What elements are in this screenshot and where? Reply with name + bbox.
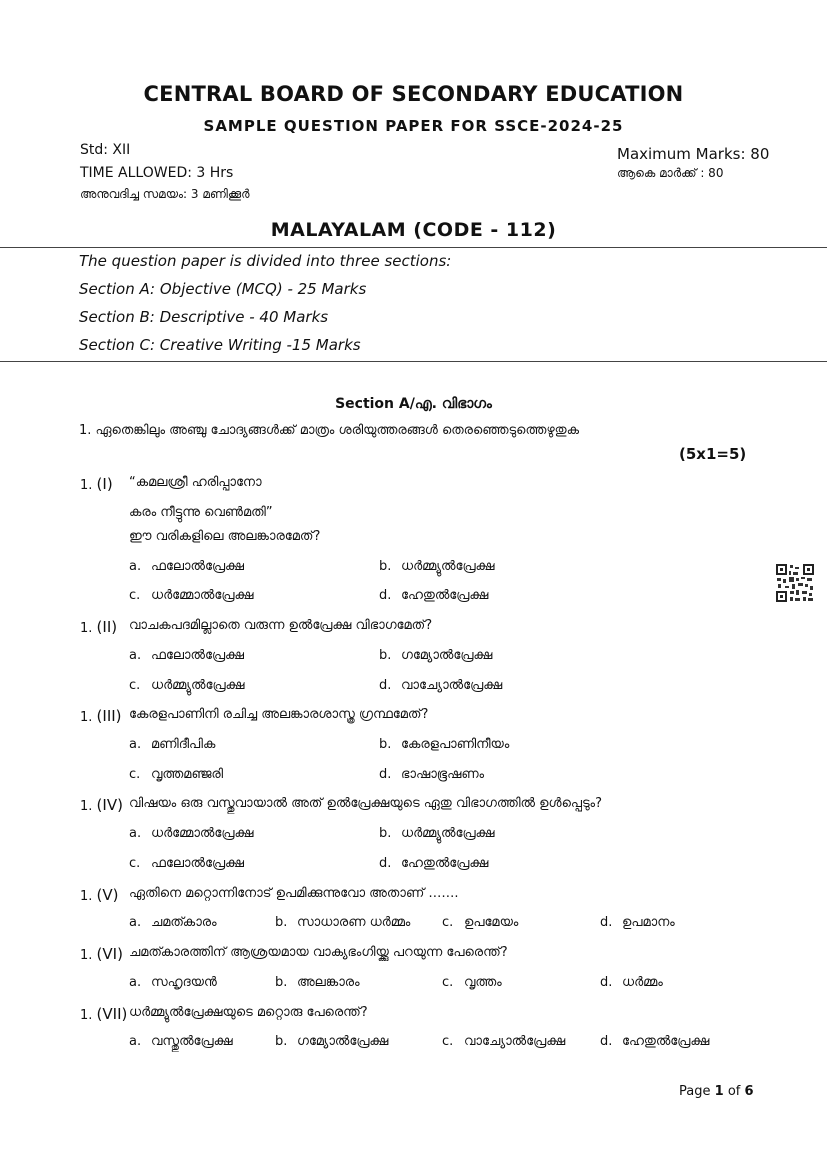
question-line: കരം നീട്ടുന്നു വെൺമതി” <box>129 505 273 520</box>
question-line: വിഷയം ഒരു വസ്തുവായാൽ അത് ഉൽപ്രേക്ഷയുടെ ഏതു വിഭാഗത്തിൽ ഉൾപ്പെടും? <box>129 796 602 811</box>
option-d[interactable]: d. ഹേതുൽപ്രേക്ഷ <box>379 588 489 603</box>
option-c[interactable]: c. വാച്യോൽപ്രേക്ഷ <box>442 1034 566 1049</box>
option-d[interactable]: d. ധർമ്മം <box>600 975 663 990</box>
option-c[interactable]: c. ധർമ്മോൽപ്രേക്ഷ <box>129 588 254 603</box>
option-c[interactable]: c. ധർമ്മ്യുൽപ്രേക്ഷ <box>129 678 245 693</box>
question-number: 1. (IV) <box>80 796 123 814</box>
option-d[interactable]: d. ഭാഷാഭൂഷണം <box>379 767 485 782</box>
section-marks: (5x1=5) <box>679 445 747 463</box>
question-line: കേരളപാണിനി രചിച്ച അലങ്കാരശാസ്ത്ര ഗ്രന്ഥമേത്? <box>129 707 429 722</box>
paper-subtitle: SAMPLE QUESTION PAPER FOR SSCE-2024-25 <box>203 117 624 135</box>
question-line: “കമലശ്രീ ഹരിപ്പാനോ <box>129 475 262 490</box>
intro-line: The question paper is divided into three sections: <box>79 252 452 270</box>
option-b[interactable]: b. ധർമ്മ്യുൽപ്രേക്ഷ <box>379 559 495 574</box>
divider-bottom <box>0 361 827 362</box>
option-b[interactable]: b. സാധാരണ ധർമ്മം <box>275 915 411 930</box>
option-b[interactable]: b. അലങ്കാരം <box>275 975 360 990</box>
option-a[interactable]: a. മണിദീപിക <box>129 737 216 752</box>
option-d[interactable]: d. ഹേതുൽപ്രേക്ഷ <box>600 1034 710 1049</box>
option-b[interactable]: b. ധർമ്മ്യുൽപ്രേക്ഷ <box>379 826 495 841</box>
option-b[interactable]: b. കേരളപാണിനീയം <box>379 737 510 752</box>
time-allowed-ml: അനുവദിച്ച സമയം: 3 മണിക്കൂർ <box>80 187 250 201</box>
option-c[interactable]: c. വൃത്തമഞ്ജരി <box>129 767 224 782</box>
intro-line: Section B: Descriptive - 40 Marks <box>79 308 329 326</box>
subject-title: MALAYALAM (CODE - 112) <box>270 219 557 241</box>
std-label: Std: XII <box>80 142 131 158</box>
question-line: ധർമ്മ്യുൽപ്രേക്ഷയുടെ മറ്റൊരു പേരെന്ത്? <box>129 1005 368 1020</box>
option-c[interactable]: c. വൃത്തം <box>442 975 502 990</box>
option-a[interactable]: a. ധർമ്മോൽപ്രേക്ഷ <box>129 826 254 841</box>
option-d[interactable]: d. ഉപമാനം <box>600 915 675 930</box>
question-number: 1. (VI) <box>80 945 123 963</box>
question-line: ഈ വരികളിലെ അലങ്കാരമേത്? <box>129 529 321 544</box>
option-a[interactable]: a. ഫലോൽപ്രേക്ഷ <box>129 559 245 574</box>
max-marks-ml: ആകെ മാർക്ക് : 80 <box>617 166 724 180</box>
question-number: 1. (V) <box>80 886 119 904</box>
question-number: 1. (VII) <box>80 1005 128 1023</box>
question-number: 1. (II) <box>80 618 118 636</box>
option-c[interactable]: c. ഫലോൽപ്രേക്ഷ <box>129 856 245 871</box>
option-a[interactable]: a. സഹൃദയൻ <box>129 975 217 990</box>
question-line: ചമത്കാരത്തിന് ആശ്രയമായ വാക്യഭംഗിയ്ക്കു പറയുന്ന പേരെന്ത്? <box>129 945 508 960</box>
question-line: ഏതിനെ മറ്റൊന്നിനോട് ഉപമിക്കുന്നുവോ അതാണ് ……. <box>129 886 459 901</box>
option-b[interactable]: b. ഗമ്യോൽപ്രേക്ഷ <box>275 1034 389 1049</box>
option-b[interactable]: b. ഗമ്യോൽപ്രേക്ഷ <box>379 648 493 663</box>
divider-top <box>0 247 827 248</box>
section-instruction: 1. ഏതെങ്കിലും അഞ്ചു ചോദ്യങ്ങൾക്ക് മാത്രം ശരിയുത്തരങ്ങൾ തെരഞ്ഞെടുത്തെഴുതുക <box>79 423 580 438</box>
option-d[interactable]: d. ഹേതുൽപ്രേക്ഷ <box>379 856 489 871</box>
qr-code-icon <box>776 564 814 602</box>
option-a[interactable]: a. വസ്തുൽപ്രേക്ഷ <box>129 1034 233 1049</box>
max-marks: Maximum Marks: 80 <box>617 145 770 163</box>
question-line: വാചകപദമില്ലാതെ വരുന്ന ഉൽപ്രേക്ഷ വിഭാഗമേത്? <box>129 618 433 633</box>
board-title: CENTRAL BOARD OF SECONDARY EDUCATION <box>143 82 684 106</box>
option-a[interactable]: a. ചമത്കാരം <box>129 915 217 930</box>
page-number: Page 1 of 6 <box>679 1084 754 1099</box>
option-d[interactable]: d. വാച്യോൽപ്രേക്ഷ <box>379 678 503 693</box>
intro-line: Section C: Creative Writing -15 Marks <box>79 336 361 354</box>
question-number: 1. (III) <box>80 707 122 725</box>
option-a[interactable]: a. ഫലോൽപ്രേക്ഷ <box>129 648 245 663</box>
option-c[interactable]: c. ഉപമേയം <box>442 915 519 930</box>
section-title: Section A/എ. വിഭാഗം <box>335 396 492 412</box>
time-allowed: TIME ALLOWED: 3 Hrs <box>80 165 234 181</box>
intro-line: Section A: Objective (MCQ) - 25 Marks <box>79 280 367 298</box>
question-number: 1. (I) <box>80 475 113 493</box>
